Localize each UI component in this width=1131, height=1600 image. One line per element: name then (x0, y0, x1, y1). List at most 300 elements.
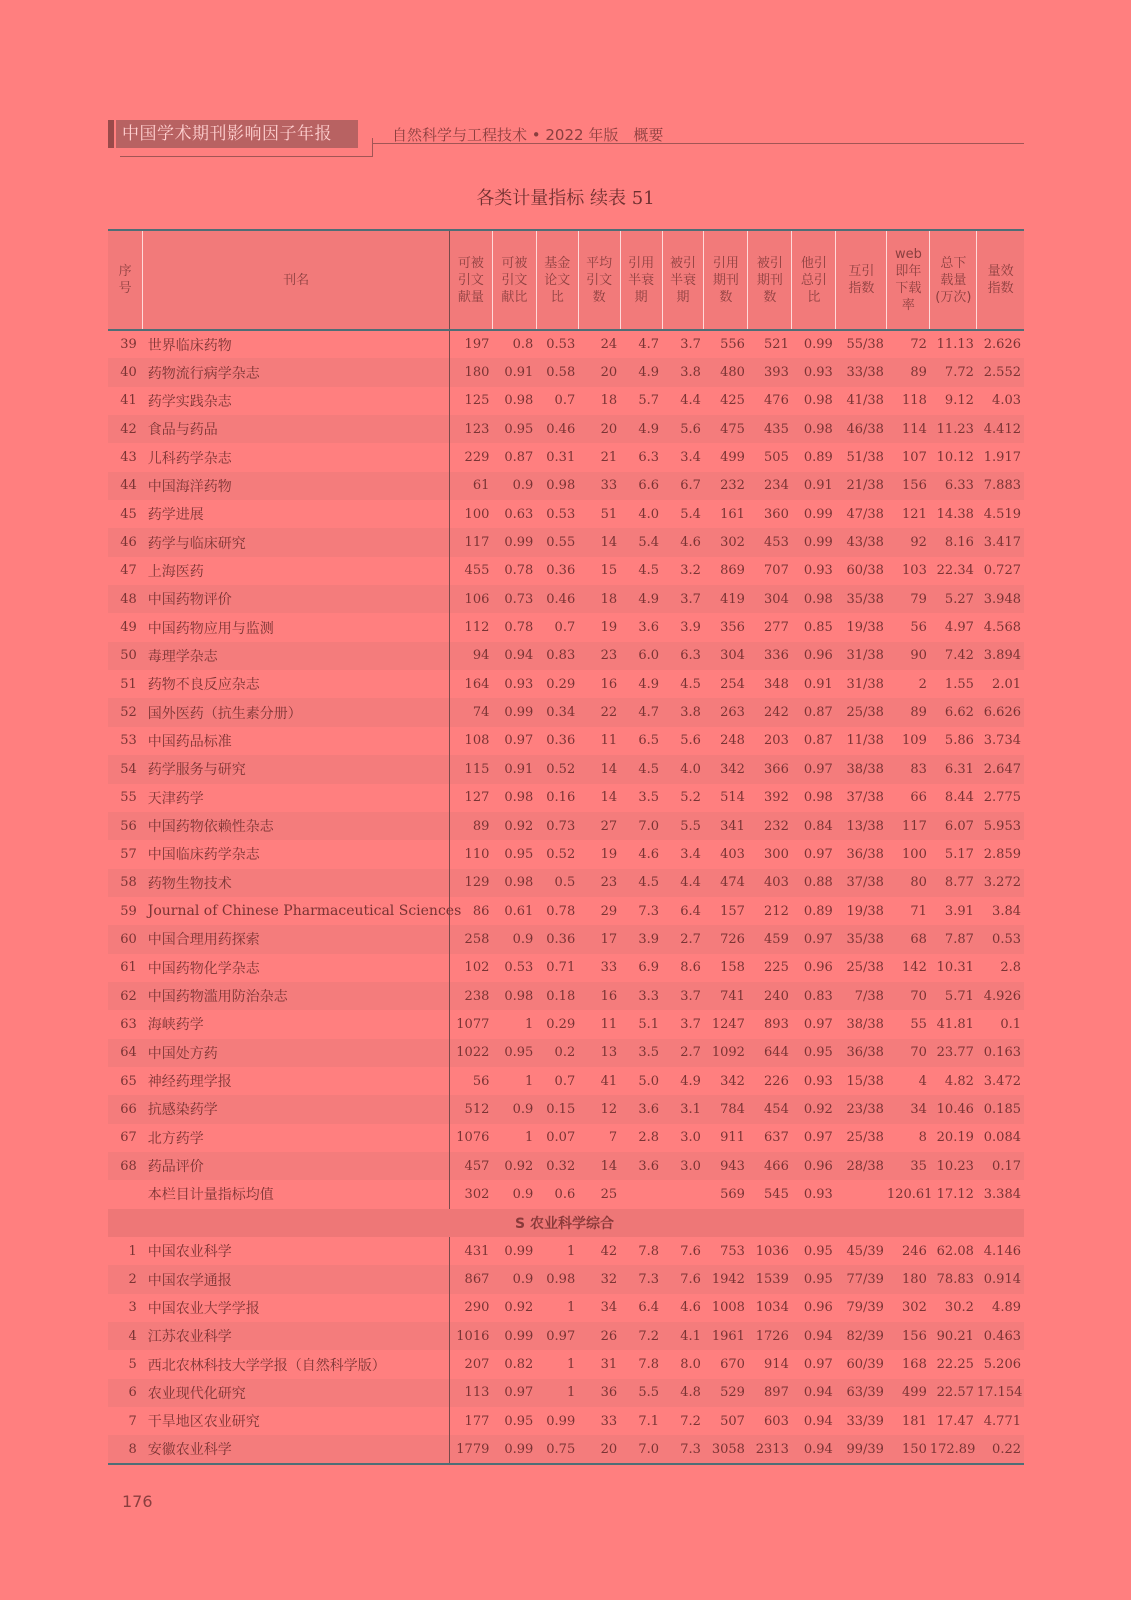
row-metric-c11: 35 (887, 1152, 930, 1180)
row-metric-c9: 0.91 (792, 472, 836, 500)
row-seq: 53 (120, 733, 137, 749)
row-journal-name: 药学服务与研究 (143, 755, 450, 783)
table-row (108, 528, 1024, 556)
row-metric-c2: 0.92 (492, 1152, 536, 1180)
row-metric-c4: 16 (578, 982, 620, 1010)
row-seq: 60 (108, 925, 143, 953)
row-journal-name: 药物不良反应杂志 (143, 670, 450, 698)
row-metric-c4: 25 (600, 1186, 618, 1202)
table-row (108, 982, 1024, 1010)
row-metric-c4: 18 (600, 393, 618, 409)
table-row (108, 1039, 1024, 1067)
row-metric-c6: 5.6 (680, 733, 701, 749)
row-metric-c13: 4.89 (992, 1300, 1021, 1316)
row-metric-c12: 8.16 (930, 528, 977, 556)
row-metric-c13: 0.084 (983, 1130, 1021, 1146)
row-metric-c8: 2313 (748, 1435, 792, 1463)
row-metric-c9: 0.98 (792, 585, 836, 613)
row-seq: 61 (120, 960, 137, 976)
row-metric-c4: 16 (600, 676, 618, 692)
row-metric-c3: 0.46 (536, 415, 578, 443)
row-metric-c12: 62.08 (936, 1243, 974, 1259)
row-metric-c6: 4.9 (680, 1073, 701, 1089)
row-metric-c8: 393 (748, 358, 792, 386)
row-metric-c5: 7.8 (638, 1357, 660, 1373)
row-metric-c11: 92 (887, 528, 930, 556)
row-metric-c5: 3.5 (620, 1039, 662, 1067)
row-metric-c7: 342 (720, 1073, 745, 1089)
row-metric-c5: 4.9 (620, 358, 662, 386)
row-metric-c13: 0.163 (977, 1039, 1024, 1067)
row-metric-c1: 113 (449, 1379, 492, 1407)
row-metric-c13: 5.953 (977, 812, 1024, 840)
row-metric-c3: 0.83 (536, 642, 578, 670)
table-row (108, 1435, 1024, 1463)
row-metric-c10: 41/38 (846, 393, 884, 409)
row-metric-c1: 112 (464, 620, 490, 636)
row-metric-c1: 197 (464, 337, 490, 353)
table-row (108, 1350, 1024, 1378)
row-metric-c9: 0.97 (803, 1130, 833, 1146)
row-metric-c8: 914 (764, 1357, 789, 1373)
row-metric-c5: 2.8 (638, 1130, 660, 1146)
row-metric-c2: 0.61 (504, 903, 534, 919)
row-metric-c7: 474 (704, 869, 748, 897)
row-metric-c11: 109 (902, 733, 927, 749)
row-metric-c9: 0.98 (803, 790, 833, 806)
section-header-row (108, 1209, 1024, 1237)
row-metric-c13: 4.519 (983, 506, 1021, 522)
row-metric-c8: 360 (764, 506, 789, 522)
row-metric-c2: 0.78 (504, 563, 534, 579)
row-metric-c1: 177 (464, 1413, 490, 1429)
row-metric-c2: 0.91 (492, 755, 536, 783)
row-metric-c12: 11.23 (930, 415, 977, 443)
table-body (108, 330, 1024, 1464)
row-metric-c12: 10.12 (936, 450, 974, 466)
row-metric-c1: 1077 (456, 1016, 490, 1032)
row-metric-c13: 0.53 (977, 925, 1024, 953)
row-metric-c11: 80 (887, 869, 930, 897)
row-metric-c8: 707 (764, 563, 789, 579)
row-metric-c2: 0.98 (492, 982, 536, 1010)
row-metric-c5: 6.0 (620, 642, 662, 670)
row-metric-c2: 0.99 (492, 528, 536, 556)
row-metric-c13: 0.727 (983, 563, 1021, 579)
row-metric-c11: 107 (902, 450, 927, 466)
row-seq: 52 (108, 698, 143, 726)
row-metric-c6: 3.7 (662, 585, 704, 613)
row-metric-c11: 100 (902, 846, 927, 862)
row-metric-c5: 4.5 (620, 755, 662, 783)
row-metric-c1: 512 (449, 1095, 492, 1123)
row-metric-c8: 1539 (748, 1265, 792, 1293)
row-metric-c11: 89 (887, 358, 930, 386)
row-metric-c3: 0.7 (554, 393, 576, 409)
row-metric-c5: 4.0 (638, 506, 660, 522)
row-metric-c4: 33 (600, 960, 618, 976)
row-metric-c6: 5.4 (680, 506, 701, 522)
row-metric-c10: 31/38 (846, 676, 884, 692)
row-metric-c9: 0.97 (792, 755, 836, 783)
row-metric-c7: 1247 (711, 1016, 745, 1032)
table-row (108, 1010, 1024, 1038)
row-metric-c3: 0.71 (546, 960, 576, 976)
row-seq: 8 (108, 1435, 143, 1463)
table-row (108, 1067, 1024, 1095)
row-metric-c12: 8.44 (944, 790, 974, 806)
row-seq: 56 (108, 812, 143, 840)
row-metric-c3: 0.99 (546, 1413, 576, 1429)
row-metric-c5 (620, 1180, 662, 1208)
row-metric-c10: 35/38 (836, 925, 887, 953)
row-metric-c6: 4.4 (662, 869, 704, 897)
row-metric-c3: 0.97 (536, 1322, 578, 1350)
row-metric-c11: 118 (902, 393, 927, 409)
row-metric-c4: 20 (578, 358, 620, 386)
row-metric-c1: 258 (449, 925, 492, 953)
row-metric-c2: 0.98 (504, 790, 534, 806)
row-metric-c7: 425 (720, 393, 745, 409)
row-metric-c6: 3.8 (662, 698, 704, 726)
row-metric-c8: 637 (764, 1130, 789, 1146)
section-title: S 农业科学综合 (108, 1209, 1024, 1237)
row-metric-c9: 0.97 (803, 1016, 833, 1032)
col-header-c5: 引用 半衰 期 (620, 230, 662, 330)
row-metric-c10: 25/38 (846, 960, 884, 976)
col-header-seq: 序 号 (108, 230, 143, 330)
row-metric-c12: 23.77 (930, 1039, 977, 1067)
header-subtitle: 自然科学与工程技术 • 2022 年版 概要 (392, 126, 664, 144)
row-metric-c10: 47/38 (846, 506, 884, 522)
row-seq: 40 (108, 358, 143, 386)
row-metric-c1: 302 (464, 1186, 490, 1202)
row-metric-c2: 0.82 (504, 1357, 534, 1373)
row-metric-c7: 726 (704, 925, 748, 953)
table-row (108, 358, 1024, 386)
row-metric-c3: 0.55 (536, 528, 578, 556)
row-metric-c11: 66 (910, 790, 927, 806)
table-row (108, 869, 1024, 897)
row-metric-c7: 403 (720, 846, 745, 862)
row-metric-c1: 117 (449, 528, 492, 556)
row-metric-c1: 455 (464, 563, 490, 579)
row-metric-c3: 0.2 (536, 1039, 578, 1067)
row-seq: 59 (120, 903, 137, 919)
row-metric-c7: 556 (720, 337, 745, 353)
row-journal-name: 药品评价 (143, 1152, 450, 1180)
row-journal-name: 中国药品标准 (143, 727, 450, 755)
row-metric-c12: 172.89 (930, 1435, 977, 1463)
row-metric-c3: 0.16 (546, 790, 576, 806)
row-metric-c8: 454 (748, 1095, 792, 1123)
row-journal-name: 中国农学通报 (143, 1265, 450, 1293)
row-metric-c11: 120.61 (886, 1186, 933, 1202)
row-metric-c12: 10.46 (930, 1095, 977, 1123)
row-metric-c1: 74 (449, 698, 492, 726)
row-metric-c11: 156 (887, 472, 930, 500)
table-row (108, 330, 1024, 358)
row-metric-c10: 36/38 (846, 846, 884, 862)
row-metric-c6 (662, 1180, 704, 1208)
row-metric-c1: 108 (464, 733, 490, 749)
row-metric-c12: 1.55 (944, 676, 974, 692)
row-metric-c1: 207 (464, 1357, 490, 1373)
row-metric-c9: 0.93 (803, 1186, 833, 1202)
table-row (108, 585, 1024, 613)
row-metric-c6: 2.7 (662, 1039, 704, 1067)
row-metric-c6: 6.3 (662, 642, 704, 670)
row-metric-c9: 0.85 (803, 620, 833, 636)
row-metric-c1: 1022 (449, 1039, 492, 1067)
row-metric-c7: 741 (704, 982, 748, 1010)
row-metric-c1: 123 (449, 415, 492, 443)
row-metric-c6: 4.8 (662, 1379, 704, 1407)
row-metric-c6: 3.7 (680, 337, 701, 353)
row-metric-c9: 0.96 (792, 642, 836, 670)
row-journal-name: 中国药物依赖性杂志 (143, 812, 450, 840)
row-metric-c7: 514 (720, 790, 745, 806)
row-seq: 6 (108, 1379, 143, 1407)
row-metric-c9: 0.96 (803, 960, 833, 976)
row-journal-name: 药学与临床研究 (143, 528, 450, 556)
row-metric-c2: 0.95 (492, 1039, 536, 1067)
row-metric-c13: 0.463 (977, 1322, 1024, 1350)
page-number: 176 (122, 1492, 153, 1511)
row-journal-name: 安徽农业科学 (143, 1435, 450, 1463)
row-metric-c10: 25/38 (836, 698, 887, 726)
row-metric-c9: 0.98 (792, 415, 836, 443)
row-metric-c4: 19 (600, 620, 618, 636)
table-row (108, 670, 1024, 698)
col-header-c13: 量效 指数 (977, 230, 1024, 330)
row-metric-c2: 0.98 (492, 869, 536, 897)
row-metric-c6: 3.1 (662, 1095, 704, 1123)
table-row (108, 1095, 1024, 1123)
row-metric-c10: 19/38 (846, 903, 884, 919)
row-metric-c12: 17.47 (936, 1413, 974, 1429)
row-metric-c1: 110 (464, 846, 490, 862)
row-metric-c11: 168 (902, 1357, 927, 1373)
row-metric-c5: 6.6 (620, 472, 662, 500)
row-seq: 63 (120, 1016, 137, 1032)
row-metric-c5: 4.5 (638, 563, 660, 579)
row-metric-c10: 28/38 (836, 1152, 887, 1180)
row-metric-c2: 0.94 (492, 642, 536, 670)
row-metric-c12: 6.33 (930, 472, 977, 500)
col-header-c9: 他引 总引 比 (792, 230, 836, 330)
row-metric-c5: 6.4 (638, 1300, 660, 1316)
row-metric-c10: 19/38 (846, 620, 884, 636)
row-metric-c3: 0.46 (536, 585, 578, 613)
row-seq: 66 (108, 1095, 143, 1123)
row-metric-c8: 225 (764, 960, 789, 976)
col-header-c1: 可被 引文 献量 (449, 230, 492, 330)
row-metric-c13: 2.647 (977, 755, 1024, 783)
table-row (108, 840, 1024, 868)
row-metric-c10 (836, 1180, 887, 1208)
row-metric-c8: 226 (764, 1073, 789, 1089)
row-metric-c5: 5.4 (620, 528, 662, 556)
row-metric-c6: 7.6 (680, 1243, 701, 1259)
row-metric-c1: 61 (449, 472, 492, 500)
table-row (108, 727, 1024, 755)
row-metric-c4: 33 (578, 472, 620, 500)
row-metric-c6: 8.0 (680, 1357, 701, 1373)
row-journal-name: 中国海洋药物 (143, 472, 450, 500)
row-metric-c7: 356 (720, 620, 745, 636)
row-metric-c2: 0.9 (492, 472, 536, 500)
row-metric-c8: 1036 (755, 1243, 789, 1259)
row-journal-name: 中国药物应用与监测 (143, 613, 450, 641)
header-bracket (120, 138, 373, 157)
row-metric-c9: 0.99 (803, 337, 833, 353)
row-metric-c2: 0.95 (492, 415, 536, 443)
row-metric-c8: 366 (748, 755, 792, 783)
row-metric-c1: 100 (464, 506, 490, 522)
row-metric-c9: 0.83 (792, 982, 836, 1010)
col-header-c6: 被引 半衰 期 (662, 230, 704, 330)
row-metric-c8: 893 (764, 1016, 789, 1032)
row-metric-c7: 263 (704, 698, 748, 726)
row-metric-c5: 4.7 (638, 337, 660, 353)
row-journal-name: 药学进展 (143, 500, 450, 528)
row-metric-c11: 150 (887, 1435, 930, 1463)
row-seq: 58 (108, 869, 143, 897)
row-metric-c13: 4.926 (977, 982, 1024, 1010)
table-row (108, 387, 1024, 415)
row-metric-c10: 13/38 (836, 812, 887, 840)
row-metric-c9: 0.94 (792, 1435, 836, 1463)
row-metric-c10: 37/38 (836, 869, 887, 897)
row-metric-c7: 911 (720, 1130, 745, 1146)
row-metric-c12: 14.38 (936, 506, 974, 522)
row-metric-c5: 3.5 (638, 790, 660, 806)
row-metric-c13: 3.384 (983, 1186, 1021, 1202)
row-metric-c4: 15 (600, 563, 618, 579)
row-metric-c6: 5.2 (680, 790, 701, 806)
row-metric-c11: 117 (887, 812, 930, 840)
col-header-c12: 总下 载量 (万次) (930, 230, 977, 330)
header-accent-bar (108, 120, 114, 148)
row-metric-c4: 21 (600, 450, 618, 466)
row-metric-c13: 3.734 (983, 733, 1021, 749)
row-metric-c8: 242 (748, 698, 792, 726)
row-metric-c13: 6.626 (977, 698, 1024, 726)
row-metric-c9: 0.94 (803, 1413, 833, 1429)
row-metric-c3: 0.98 (536, 472, 578, 500)
row-metric-c13: 4.146 (983, 1243, 1021, 1259)
row-metric-c5: 4.9 (620, 585, 662, 613)
row-metric-c9: 0.89 (803, 903, 833, 919)
row-seq: 7 (128, 1413, 137, 1429)
row-metric-c11: 499 (887, 1379, 930, 1407)
table-row (108, 954, 1024, 982)
table-row (108, 642, 1024, 670)
table-row (108, 1152, 1024, 1180)
row-seq: 3 (128, 1300, 137, 1316)
row-journal-name: 药物流行病学杂志 (143, 358, 450, 386)
row-metric-c7: 1942 (704, 1265, 748, 1293)
row-metric-c12: 5.17 (944, 846, 974, 862)
row-metric-c11: 4 (918, 1073, 927, 1089)
row-metric-c5: 3.3 (620, 982, 662, 1010)
row-metric-c4: 22 (578, 698, 620, 726)
row-metric-c4: 12 (578, 1095, 620, 1123)
row-seq: 41 (120, 393, 137, 409)
col-header-c3: 基金 论文 比 (536, 230, 578, 330)
row-metric-c13: 3.84 (992, 903, 1021, 919)
row-metric-c10: 38/38 (846, 1016, 884, 1032)
row-metric-c4: 17 (578, 925, 620, 953)
row-metric-c7: 232 (704, 472, 748, 500)
row-metric-c1: 431 (464, 1243, 490, 1259)
row-metric-c2: 1 (525, 1130, 534, 1146)
row-metric-c3: 0.52 (536, 755, 578, 783)
row-metric-c12: 5.27 (930, 585, 977, 613)
row-metric-c2: 0.9 (492, 1265, 536, 1293)
row-metric-c11: 2 (918, 676, 927, 692)
row-metric-c4: 27 (578, 812, 620, 840)
table-row (108, 784, 1024, 812)
table-row (108, 1180, 1024, 1208)
row-metric-c10: 21/38 (836, 472, 887, 500)
row-metric-c2: 0.95 (504, 846, 534, 862)
row-metric-c3: 0.34 (536, 698, 578, 726)
row-metric-c9: 0.94 (792, 1322, 836, 1350)
row-metric-c8: 212 (764, 903, 789, 919)
row-metric-c2: 0.99 (492, 1322, 536, 1350)
row-metric-c11: 89 (887, 698, 930, 726)
row-metric-c13: 2.859 (983, 846, 1021, 862)
row-metric-c9: 0.97 (803, 1357, 833, 1373)
row-metric-c6: 3.7 (662, 982, 704, 1010)
table-row (108, 698, 1024, 726)
row-seq: 51 (120, 676, 137, 692)
row-metric-c2: 0.99 (492, 1435, 536, 1463)
row-seq: 46 (108, 528, 143, 556)
row-metric-c6: 5.6 (662, 415, 704, 443)
row-metric-c6: 3.9 (680, 620, 701, 636)
row-metric-c10: 51/38 (846, 450, 884, 466)
row-metric-c1: 102 (464, 960, 490, 976)
row-metric-c12: 90.21 (930, 1322, 977, 1350)
row-journal-name: 神经药理学报 (143, 1067, 450, 1095)
row-metric-c8: 203 (764, 733, 789, 749)
row-seq: 49 (120, 620, 137, 636)
row-metric-c13: 4.568 (983, 620, 1021, 636)
row-metric-c4: 24 (600, 337, 618, 353)
row-metric-c5: 4.9 (638, 676, 660, 692)
row-metric-c2: 0.73 (492, 585, 536, 613)
row-metric-c2: 0.92 (492, 812, 536, 840)
row-metric-c12: 22.34 (936, 563, 974, 579)
row-metric-c13: 3.272 (977, 869, 1024, 897)
row-metric-c7: 784 (704, 1095, 748, 1123)
row-journal-name: 中国药物评价 (143, 585, 450, 613)
row-metric-c11: 83 (887, 755, 930, 783)
row-metric-c7: 569 (720, 1186, 745, 1202)
row-metric-c10: 45/39 (846, 1243, 884, 1259)
row-metric-c2: 0.8 (512, 337, 534, 353)
row-metric-c13: 0.17 (977, 1152, 1024, 1180)
row-metric-c13: 4.412 (977, 415, 1024, 443)
col-header-c10: 互引 指数 (836, 230, 887, 330)
row-metric-c9: 0.87 (792, 698, 836, 726)
row-metric-c5: 5.1 (638, 1016, 660, 1032)
row-metric-c13: 3.472 (983, 1073, 1021, 1089)
row-metric-c2: 0.63 (504, 506, 534, 522)
